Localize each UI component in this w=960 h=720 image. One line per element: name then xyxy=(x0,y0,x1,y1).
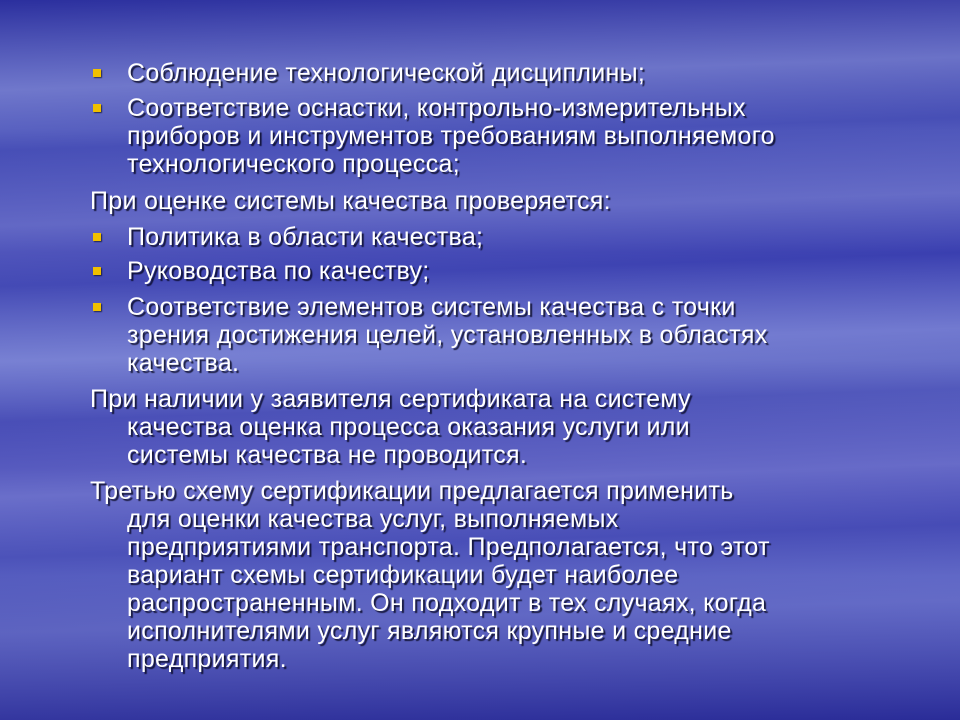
paragraph-text-line: При оценке системы качества проверяется: xyxy=(90,187,611,215)
paragraph-text-line: для оценки качества услуг, выполняемых xyxy=(127,505,619,533)
bullet-icon xyxy=(93,303,101,311)
bullet-text-line: Соблюдение технологической дисциплины; xyxy=(127,59,646,87)
bullet-text-line: Соответствие элементов системы качества с точки xyxy=(127,293,736,321)
paragraph-text-line: вариант схемы сертификации будет наиболее xyxy=(127,561,679,589)
paragraph-text-line: системы качества не проводится. xyxy=(127,441,528,469)
bullet-icon xyxy=(93,233,101,241)
paragraph-text-line: Третью схему сертификации предлагается применить xyxy=(90,477,734,505)
bullet-text-line: Соответствие оснастки, контрольно-измерительных xyxy=(127,94,746,122)
paragraph-text-line: предприятиями транспорта. Предполагается, что этот xyxy=(127,533,770,561)
bullet-icon xyxy=(93,267,101,275)
bullet-icon xyxy=(93,104,101,112)
paragraph-text-line: При наличии у заявителя сертификата на систему xyxy=(90,385,691,413)
bullet-text-line: зрения достижения целей, установленных в областях xyxy=(127,321,768,349)
bullet-text-line: технологического процесса; xyxy=(127,150,460,178)
bullet-text-line: Политика в области качества; xyxy=(127,223,484,251)
bullet-text-line: Руководства по качеству; xyxy=(127,257,430,285)
bullet-icon xyxy=(93,69,101,77)
paragraph-text-line: распространенным. Он подходит в тех случаях, когда xyxy=(127,589,767,617)
paragraph-text-line: качества оценка процесса оказания услуги или xyxy=(127,413,690,441)
paragraph-text-line: исполнителями услуг являются крупные и средние xyxy=(127,617,732,645)
bullet-text-line: приборов и инструментов требованиям выполняемого xyxy=(127,122,775,150)
paragraph-text-line: предприятия. xyxy=(127,645,287,673)
bullet-text-line: качества. xyxy=(127,349,240,377)
